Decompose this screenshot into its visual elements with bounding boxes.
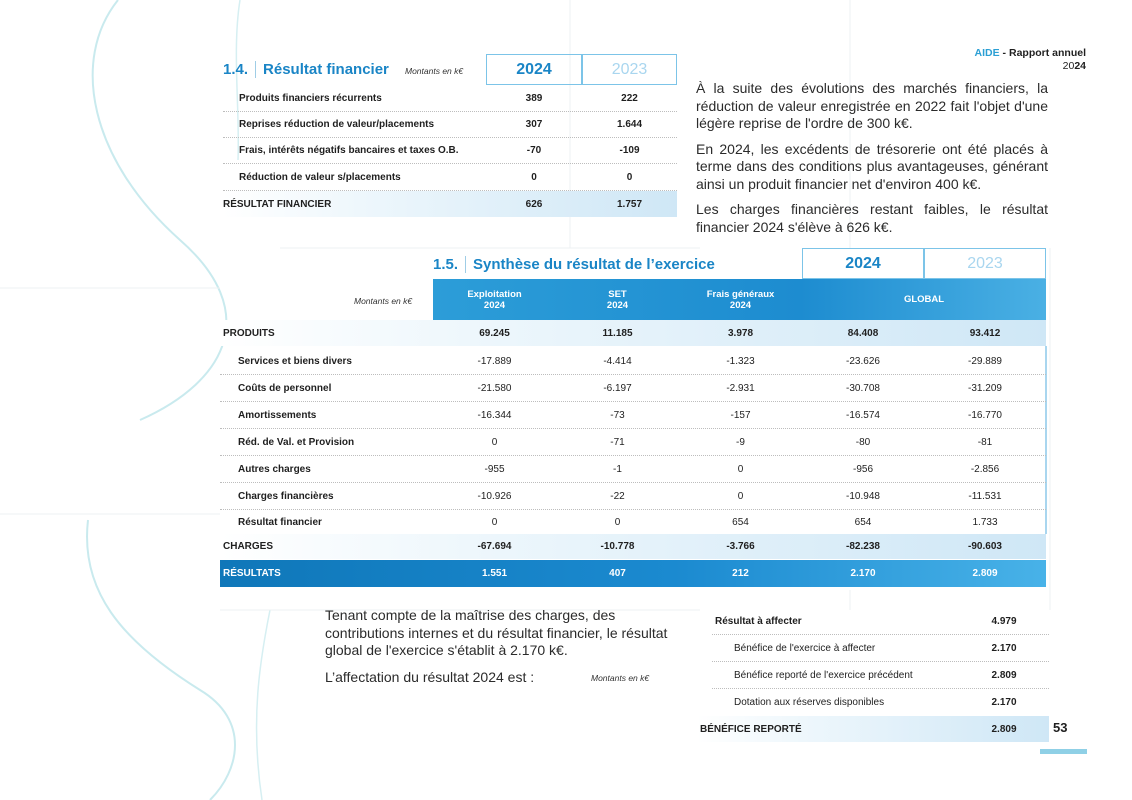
affectation-row [712,689,1049,716]
unit-label: Montants en k€ [591,673,650,683]
cell: 1.733 [972,516,998,528]
total-2023: 1.757 [616,198,643,210]
table-row [223,138,677,164]
value-2024: 0 [531,171,537,183]
section-heading: Synthèse du résultat de l’exercice [473,256,715,273]
cell: 654 [732,516,749,528]
cell: -67.694 [477,541,512,552]
report-year-suffix: 24 [1074,60,1086,72]
page-accent-bar [1040,749,1087,754]
cell: -6.197 [603,382,632,394]
row-value: 2.809 [991,669,1017,681]
value-2023: 1.644 [616,119,643,130]
cell: 0 [491,516,498,528]
cell: -22 [610,490,625,502]
row-label: CHARGES [223,541,274,552]
row-label: Reprises réduction de valeur/placements [239,119,435,130]
global-header: GLOBAL [903,294,945,305]
table-row [220,456,1046,483]
section-heading: Résultat financier [263,61,389,78]
row-label: Dotation aux réserves disponibles [734,697,885,708]
cell: -31.209 [968,382,1002,394]
table-row [220,483,1046,510]
brand-name: AIDE [974,47,1000,59]
cell: -29.889 [968,355,1002,367]
section-number: 1.5. [433,256,459,273]
cell: -90.603 [968,541,1002,552]
cell: 2.809 [972,568,998,579]
row-label: BÉNÉFICE REPORTÉ [700,723,802,735]
section-14-title [223,61,389,78]
report-year-prefix: 20 [1062,60,1075,72]
produits-row [220,320,1046,346]
cell: -16.770 [968,409,1002,421]
header-separator: - [999,47,1009,59]
cell: 0 [737,490,744,502]
row-value: 2.809 [991,723,1017,735]
cell: -1 [613,463,622,475]
cell: -3.766 [726,541,755,552]
row-label: PRODUITS [223,327,275,339]
cell: -10.778 [600,541,635,552]
affectation-row [712,635,1049,662]
year-header-2024: 2024 [802,248,924,279]
cell: -2.856 [970,463,1000,475]
value-2024: 389 [525,92,543,104]
cell: -82.238 [846,541,880,552]
cell: -21.580 [477,382,512,394]
cell: 3.978 [727,327,754,339]
report-header [975,47,1086,73]
title-separator [465,256,466,273]
cell: -10.948 [846,490,880,502]
row-label: RÉSULTATS [223,568,281,579]
cell: -4.414 [603,355,632,367]
table-row [220,510,1046,534]
affectation-total-row [697,716,1049,742]
cell: -10.926 [477,490,512,502]
cell: 93.412 [969,327,1001,339]
column-header [433,289,556,311]
cell: -80 [855,436,871,448]
cell: -30.708 [846,382,880,394]
value-2024: 307 [525,119,543,130]
title-separator [255,61,256,78]
cell: 0 [491,436,498,448]
cell: -955 [484,463,505,475]
row-label: Charges financières [238,490,334,502]
value-2023: 222 [621,92,638,104]
row-label: Bénéfice de l'exercice à affecter [734,642,876,654]
cell: -157 [730,409,751,421]
paragraph: Les charges financières restant faibles, le résultat financier 2024 s'élève à 626 k€. [696,201,1048,235]
cell: 11.185 [602,327,633,339]
total-label: RÉSULTAT FINANCIER [223,198,332,210]
year-header-2024: 2024 [486,54,582,85]
cell: 654 [854,516,872,528]
cell: -71 [610,436,625,448]
row-label: Amortissements [238,409,317,421]
resultats-row [220,560,1046,587]
page-number: 53 [1053,720,1068,735]
cell: 69.245 [479,327,510,339]
row-label: Frais, intérêts négatifs bancaires et taxes O.B. [239,145,459,156]
cell: -956 [852,463,873,475]
affectation-intro: L’affectation du résultat 2024 est : [325,668,535,685]
column-header [556,289,679,311]
cell: -73 [610,409,625,421]
column-title: Exploitation [467,288,522,300]
cell: -23.626 [846,355,880,367]
cell: -11.531 [968,490,1002,502]
row-label: Bénéfice reporté de l'exercice précédent [734,669,913,681]
row-label: Coûts de personnel [238,382,332,394]
table-row [220,348,1046,375]
row-label: Réd. de Val. et Provision [238,436,355,448]
unit-label: Montants en k€ [405,66,464,76]
column-year: 2024 [729,299,752,311]
table-row [223,85,677,112]
row-value: 2.170 [991,642,1017,654]
cell: -81 [977,436,993,448]
table-row [223,164,677,191]
financial-commentary [696,80,1048,244]
row-label: Réduction de valeur s/placements [239,171,401,183]
cell: -17.889 [477,355,512,367]
row-label: Autres charges [238,463,311,475]
table-row [220,402,1046,429]
cell: -1.323 [726,355,755,367]
table-row [220,375,1046,402]
value-2023: 0 [626,171,633,183]
cell: 407 [609,568,626,579]
paragraph: En 2024, les excédents de trésorerie ont été placés à terme dans des conditions plus avantageuses, générant ainsi un produit financier net d'environ 400 k€. [696,140,1048,192]
affectation-head-row [712,608,1049,635]
cell: 0 [737,463,744,475]
table-row [220,429,1046,456]
table-row [223,112,677,138]
row-label: Produits financiers récurrents [239,92,382,104]
paragraph: Tenant compte de la maîtrise des charges, des contributions internes et du résultat financier, le résultat global de l'exercice s'établit à 2.170 k€. [325,607,668,658]
column-header-band [433,279,1046,320]
value-2023: -109 [619,145,640,156]
section-number: 1.4. [223,61,249,78]
value-2024: -70 [526,145,542,156]
total-2024: 626 [525,198,543,210]
cell: 0 [614,516,621,528]
section-15-title [433,256,715,273]
row-label: Services et biens divers [238,355,352,367]
total-row [223,191,677,217]
cell: -2.931 [726,382,755,394]
row-label: Résultat à affecter [715,615,802,627]
year-header-2023: 2023 [924,248,1046,279]
cell: 2.170 [850,568,876,579]
column-header [679,289,802,311]
column-title: Frais généraux [706,288,775,300]
cell: 84.408 [847,327,879,339]
cell: -9 [736,436,745,448]
column-year: 2024 [606,299,629,311]
row-label: Résultat financier [238,516,322,528]
cell: -16.344 [477,409,512,421]
row-value: 4.979 [991,615,1017,627]
year-header-2023: 2023 [582,54,677,85]
cell: 212 [732,568,749,579]
paragraph: À la suite des évolutions des marchés financiers, la réduction de valeur enregistrée en 2022 fait l'objet d'une légère reprise de l'ordre de 300 k€. [696,80,1048,131]
report-title: Rapport annuel [1008,47,1086,59]
cell: -16.574 [846,409,880,421]
unit-label: Montants en k€ [354,296,413,306]
row-value: 2.170 [991,697,1017,708]
column-year: 2024 [483,299,506,311]
cell: 1.551 [481,568,508,579]
column-title: SET [608,288,627,300]
charges-row [220,534,1046,559]
affectation-row [712,662,1049,689]
